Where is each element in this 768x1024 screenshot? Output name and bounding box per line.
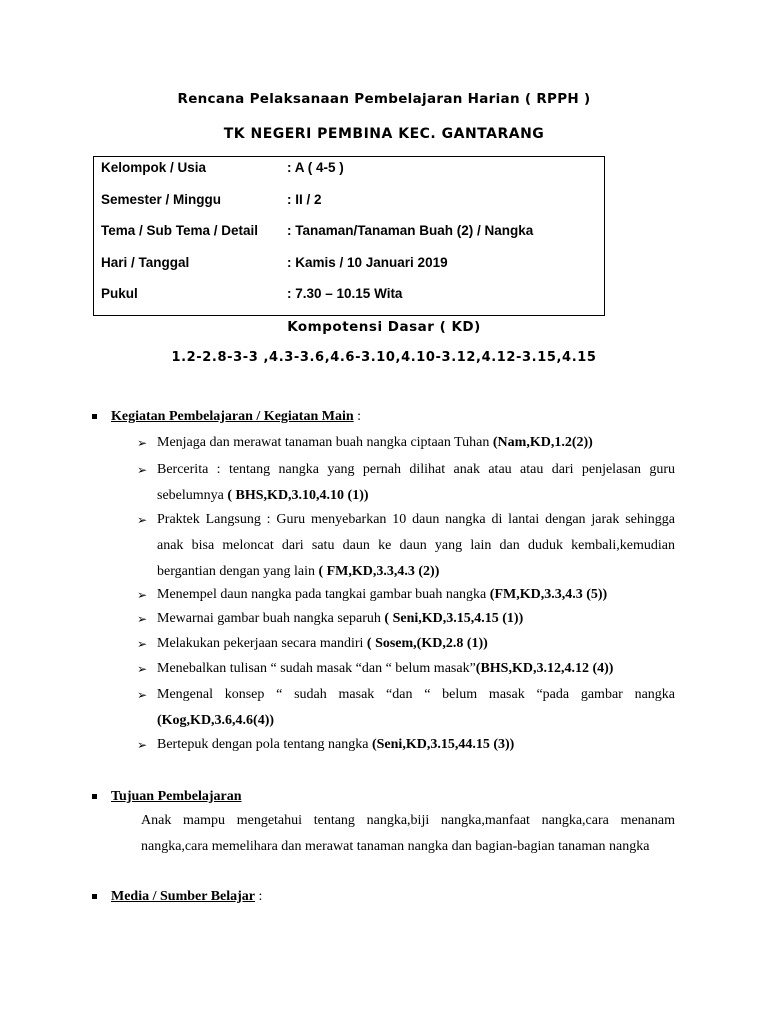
info-value: : II / 2	[287, 192, 322, 207]
arrow-bullet-icon: ➢	[137, 588, 148, 602]
square-bullet-icon	[92, 894, 97, 899]
info-value: : 7.30 – 10.15 Wita	[287, 286, 403, 301]
arrow-bullet-icon: ➢	[137, 738, 148, 752]
info-value: : Kamis / 10 Januari 2019	[287, 255, 448, 270]
list-item: ➢ Melakukan pekerjaan secara mandiri ( Sosem,(KD,2.8 (1))	[137, 631, 675, 657]
arrow-bullet-icon: ➢	[137, 463, 148, 477]
section-title: Tujuan Pembelajaran	[111, 789, 242, 804]
arrow-bullet-icon: ➢	[137, 637, 148, 651]
info-box	[93, 156, 605, 316]
list-item: ➢ Menempel daun nangka pada tangkai gambar buah nangka (FM,KD,3.3,4.3 (5))	[137, 582, 675, 608]
info-value: : A ( 4-5 )	[287, 160, 344, 175]
list-item: ➢ Bercerita : tentang nangka yang pernah dilihat anak atau atau dari penjelasan guru sebelumnya ( BHS,KD,3.10,4.10 (1))	[137, 457, 675, 509]
section-title: Kegiatan Pembelajaran / Kegiatan Main :	[111, 409, 362, 424]
section-title: Media / Sumber Belajar :	[111, 889, 263, 904]
square-bullet-icon	[92, 794, 97, 799]
kd-codes: 1.2-2.8-3-3 ,4.3-3.6,4.6-3.10,4.10-3.12,4.12-3.15,4.15	[171, 350, 597, 365]
info-label: Semester / Minggu	[101, 192, 222, 207]
list-item: ➢ Mengenal konsep “ sudah masak “dan “ belum masak “pada gambar nangka (Kog,KD,3.6,4.6(4))	[137, 682, 675, 734]
info-label: Kelompok / Usia	[101, 160, 207, 175]
list-item: ➢ Mewarnai gambar buah nangka separuh ( Seni,KD,3.15,4.15 (1))	[137, 606, 675, 632]
info-value: : Tanaman/Tanaman Buah (2) / Nangka	[287, 223, 534, 238]
tujuan-paragraph: Anak mampu mengetahui tentang nangka,biji nangka,manfaat nangka,cara menanam nangka,cara memelihara dan merawat tanaman nangka dan bagian-bagian tanaman nangka	[141, 813, 675, 854]
arrow-bullet-icon: ➢	[137, 513, 148, 527]
arrow-bullet-icon: ➢	[137, 436, 148, 450]
school-name: TK NEGERI PEMBINA KEC. GANTARANG	[223, 126, 545, 142]
list-item: ➢ Bertepuk dengan pola tentang nangka (Seni,KD,3.15,44.15 (3))	[137, 732, 675, 758]
list-item: ➢ Menebalkan tulisan “ sudah masak “dan “ belum masak”(BHS,KD,3.12,4.12 (4))	[137, 656, 675, 682]
document-title: Rencana Pelaksanaan Pembelajaran Harian ( RPPH )	[177, 91, 591, 107]
info-label: Hari / Tanggal	[101, 255, 190, 270]
info-label: Pukul	[101, 286, 138, 301]
info-label: Tema / Sub Tema / Detail	[101, 223, 259, 238]
arrow-bullet-icon: ➢	[137, 612, 148, 626]
square-bullet-icon	[92, 414, 97, 419]
list-item: ➢ Praktek Langsung : Guru menyebarkan 10 daun nangka di lantai dengan jarak sehingga anak bisa meloncat dari satu daun ke daun yang lain dan duduk kembali,kemudian bergantian dengan yang lain ( FM,KD,3.3,4.3 (2))	[137, 507, 675, 585]
arrow-bullet-icon: ➢	[137, 662, 148, 676]
arrow-bullet-icon: ➢	[137, 688, 148, 702]
list-item: ➢ Menjaga dan merawat tanaman buah nangka ciptaan Tuhan (Nam,KD,1.2(2))	[137, 430, 675, 456]
kd-heading: Kompotensi Dasar ( KD)	[287, 319, 481, 335]
